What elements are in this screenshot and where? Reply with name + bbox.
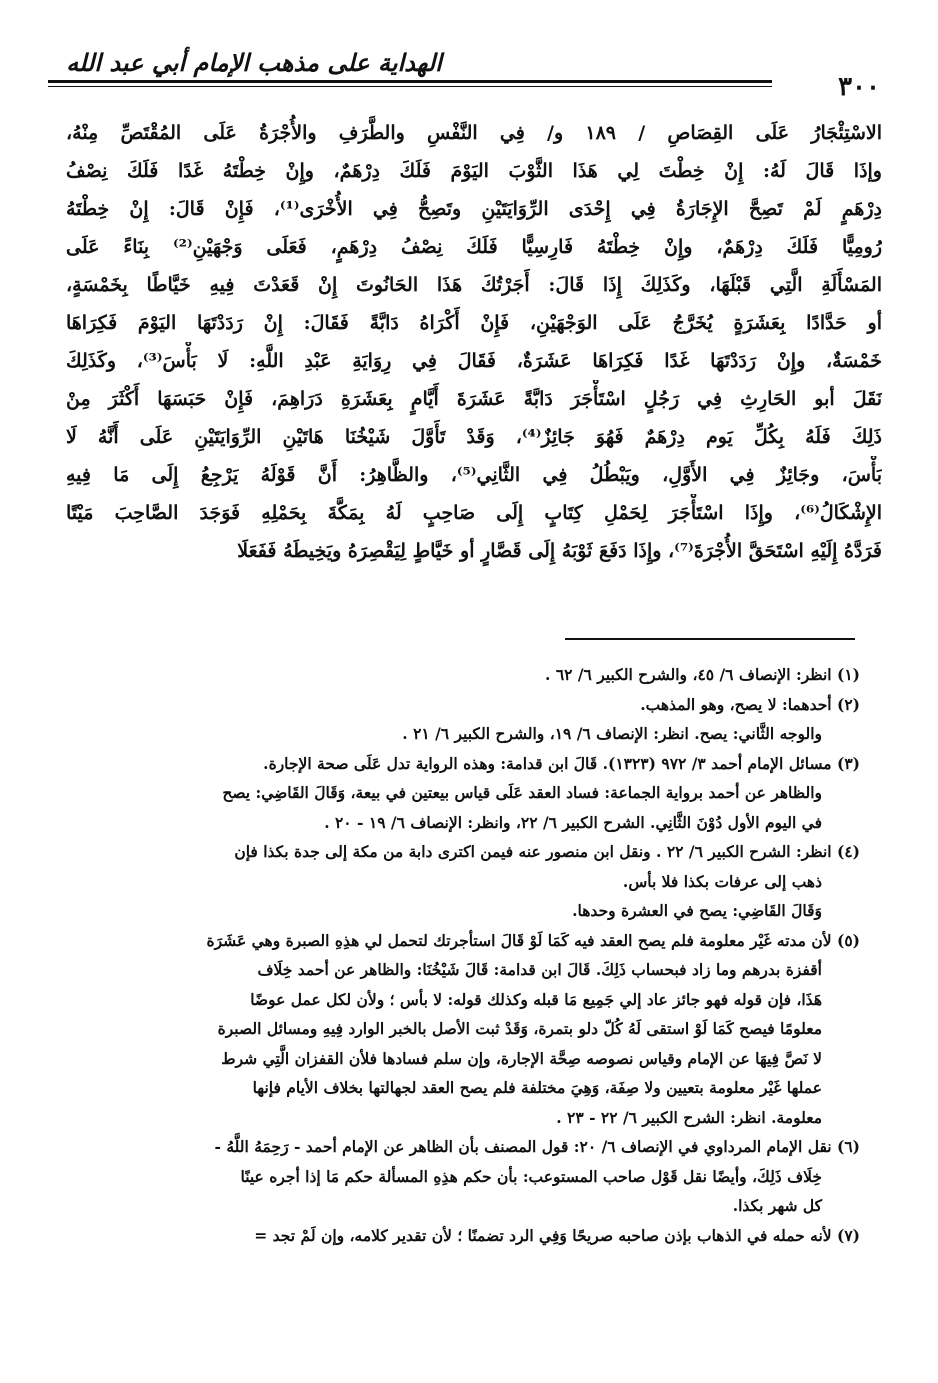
footnote-line: معلومة. انظر: الشرح الكبير ٦/ ٢٢ - ٢٣ . — [556, 1107, 822, 1127]
footnote-line: (٥) لأن مدته غَيْر معلومة فلم يصح العقد فيه كَمَا لَوْ قَالَ استأجرتك لتحمل لي هذِهِ الصبرة وهي عَشَرَة — [206, 930, 860, 950]
footnote-line: والوجه الثَّاني: يصح. انظر: الإنصاف ٦/ ١٩، والشرح الكبير ٦/ ٢١ . — [402, 724, 822, 743]
footnote-line: أقفزة بدرهم وما زاد فبحساب ذَلِكَ. قَالَ ابن قدامة: قَالَ شَيْخُنَا: والظاهر عن أحمد خِلَاف — [257, 960, 822, 979]
footnote-line: (٧) لأنه حمله في الذهاب بإذن صاحبه صريحًا وَفِي الرد تضمنًا ؛ لأن تقدير كلامه، وإن لَمْ تجد = — [254, 1225, 860, 1245]
main-text — [66, 114, 882, 570]
footnote-line: (٢) أحدهما: لا يصح، وهو المذهب. — [640, 694, 860, 714]
running-title: الهداية على مذهب الإمام أبي عبد الله — [66, 48, 442, 77]
body-line: وإذَا قَالَ لَهُ: إِنْ خِطْتَ لِي هَذَا الثَّوْبَ اليَوْمَ فَلَكَ دِرْهَمٌ، وإِنْ خِطْتَهُ غَدًا فَلَكَ نِصْفُ — [66, 160, 882, 182]
footnote-line: عملها غَيْر معلومة بتعيين ولا صِفَة، وَهِيَ مختلفة فلم يصح العقد لجهالتها بخلاف الأيام فإنها — [252, 1078, 822, 1097]
body-line: أو حَدَّادًا بِعَشَرَةٍ يُخَرَّجُ عَلَى الوَجْهَيْنِ، فَإِنْ أَكْرَاهُ دَابَّةً فَقَالَ: إِنْ رَدَدْتَهَا اليَوْمَ فَكِرَاهَا — [66, 312, 882, 334]
footnote-line: (٦) نقل الإمام المرداوي في الإنصاف ٦/ ٢٠: قول المصنف بأن الظاهر عن الإمام أحمد - رَحِمَهُ اللَّهُ - — [214, 1137, 860, 1156]
page-number: ٣٠٠ — [838, 72, 880, 102]
header-rule — [48, 80, 772, 83]
footnote-line: خِلَاف ذَلِكَ، وأيضًا نقل قَوْل صاحب المستوعب: بأن حكم هذِهِ المسألة حكم مَا إذا أجره عينًا — [240, 1166, 822, 1186]
footnotes — [60, 660, 860, 1250]
body-line: فَرَدَّهُ إِلَيْهِ اسْتَحَقَّ الأُجْرَةَ⁽⁷⁾، وإِذَا دَفَعَ ثَوْبَهُ إِلَى قَصَّارٍ أو خَيَّاطٍ لِيَقْصِرَهُ ويَخِيطَهُ فَفَعَلَا — [237, 540, 882, 562]
body-line: رُومِيًّا فَلَكَ دِرْهَمٌ، وإِنْ خِطْتَهُ فَارِسِيًّا فَلَكَ نِصْفُ دِرْهَمٍ، فَعَلَى وَجْهَيْنِ⁽²⁾ بِنَاءً عَلَى — [66, 236, 882, 258]
footnote-line: (٤) انظر: الشرح الكبير ٦/ ٢٢ . ونقل ابن منصور عنه فيمن اكترى دابة من مكة إلى جدة بكذا فإن — [234, 842, 860, 861]
footnote-line: وَقَالَ القَاضِي: يصح في العشرة وحدها. — [572, 901, 822, 920]
footnote-line: هَذَا، فإن قوله فهو جائز عاد إلي جَمِيع مَا قبله وكذلك قوله: لا بأس ؛ ولأن لكل عمل عوضًا — [250, 989, 822, 1009]
footnote-line: لا نَصَّ فِيهَا عن الإمام وقياس نصوصه صِحَّة الإجارة، وإن سلم فسادها فلأن القفزان الَّتِي شرط — [221, 1048, 822, 1068]
body-line: المَسْأَلَةِ الَّتِي قَبْلَهَا، وكَذَلِكَ إِذَا قَالَ: أَجَرْتُكَ هَذَا الحَانُوتَ إِنْ قَعَدْتَ فِيهِ خَيَّاطًا بِخَمْسَةٍ، — [66, 274, 882, 296]
footnote-line: في اليوم الأول دُوْنَ الثَّانِي. الشرح الكبير ٦/ ٢٢، وانظر: الإنصاف ٦/ ١٩ - ٢٠ . — [324, 812, 822, 832]
body-line: دِرْهَمٍ لَمْ تَصِحَّ الإِجَارَةُ فِي إِحْدَى الرِّوَايَتَيْنِ وتَصِحُّ فِي الأُخْرَى⁽¹⁾، فَإِنْ قَالَ: إِنْ خِطْتَهُ — [66, 198, 882, 220]
footnote-line: ذهب إلى عرفات بكذا فلا بأس. — [622, 871, 822, 891]
body-line: الاسْتِئْجَارُ عَلَى القِصَاصِ / ١٨٩ و/ فِي النَّفْسِ والطَّرَفِ والأُجْرَةُ عَلَى المُقْتَصِّ مِنْهُ، — [66, 122, 882, 144]
footnote-line: (٣) مسائل الإمام أحمد ٣/ ٩٧٢ (١٣٢٣). قَالَ ابن قدامة: وهذه الرواية تدل عَلَى صحة الإجارة. — [263, 753, 860, 773]
footnote-line: (١) انظر: الإنصاف ٦/ ٤٥، والشرح الكبير ٦/ ٦٢ . — [545, 665, 860, 684]
body-line: بَأْسَ، وجَائِزٌ فِي الأَوَّلِ، ويَبْطُلُ فِي الثَّانِي⁽⁵⁾، والظَّاهِرُ: أَنَّ قَوْلَهُ يَرْجِعُ إِلَى مَا فِيهِ — [66, 464, 882, 486]
body-line: خَمْسَةٌ، وإِنْ رَدَدْتَهَا غَدًا فَكِرَاهَا عَشَرَةٌ، فَقَالَ فِي رِوَايَةِ عَبْدِ اللَّهِ: لَا بَأْسَ⁽³⁾، وكَذَلِكَ — [66, 350, 882, 372]
body-line: نَقَلَ أبو الحَارِثِ فِي رَجُلٍ اسْتَأْجَرَ دَابَّةً عَشَرَةَ أَيَّامٍ بِعَشَرَةِ دَرَاهِمَ، فَإِنْ حَبَسَهَا أَكْثَرَ مِنْ — [66, 388, 882, 410]
body-line: الإِشْكَالُ⁽⁶⁾، وإِذَا اسْتَأْجَرَ لِحَمْلِ كِتَابٍ إِلَى صَاحِبٍ لَهُ بِمَكَّةَ بِحَمْلِهِ فَوَجَدَ الصَّاحِبَ مَيْتًا — [66, 502, 882, 524]
body-line: ذَلِكَ فَلَهُ بِكُلِّ يَوم دِرْهَمٌ فَهُوَ جَائِزٌ⁽⁴⁾، وَقَدْ تَأَوَّلَ شَيْخُنَا هَاتَيْنِ الرِّوَايَتَيْنِ عَلَى أَنَّهُ لَا — [66, 426, 882, 448]
header-rule-thin — [48, 86, 772, 87]
footnote-line: والظاهر عن أحمد برواية الجماعة: فساد العقد عَلَى قياس بيعتين في بيعة، وَقَالَ القَاضِي: يصح — [222, 783, 822, 802]
footnote-line: كل شهر بكذا. — [732, 1196, 822, 1215]
footnote-separator — [565, 638, 855, 640]
footnote-line: معلومًا فيصح كَمَا لَوْ استقى لَهُ كُلّ دلو بتمرة، وَقَدْ ثبت الأصل بالخبر الوارد فِيهِ ومسائل الصبرة — [217, 1019, 822, 1038]
